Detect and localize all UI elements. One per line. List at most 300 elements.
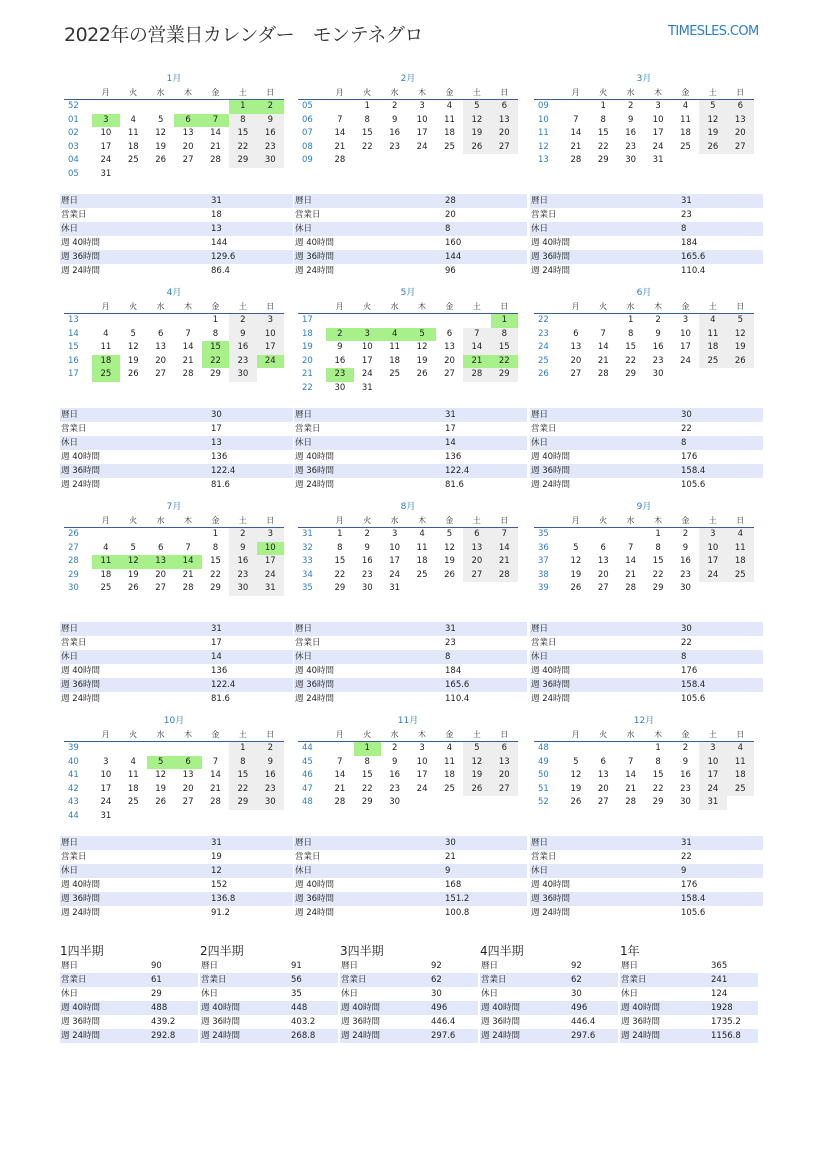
day-cell[interactable]: 8 [655, 542, 661, 553]
day-cell[interactable]: 28 [182, 583, 194, 593]
day-cell[interactable]: 10 [416, 114, 428, 125]
day-cell[interactable]: 16 [361, 556, 373, 566]
day-cell[interactable]: 31 [361, 382, 373, 393]
day-cell[interactable]: 8 [364, 756, 370, 767]
day-cell[interactable]: 4 [699, 314, 726, 328]
day-cell[interactable]: 26 [699, 141, 726, 155]
day-cell[interactable]: 7 [627, 756, 634, 767]
day-cell[interactable]: 13 [182, 128, 194, 138]
day-cell[interactable]: 27 [155, 583, 167, 593]
day-cell[interactable]: 27 [597, 797, 609, 807]
day-cell[interactable]: 28 [334, 797, 346, 807]
day-cell[interactable]: 1 [364, 101, 370, 111]
day-cell[interactable]: 20 [597, 783, 609, 794]
day-cell[interactable]: 1 [600, 101, 606, 111]
day-cell[interactable]: 29 [229, 796, 256, 810]
day-cell[interactable]: 3 [257, 314, 284, 328]
day-cell[interactable]: 26 [570, 583, 582, 593]
day-cell[interactable]: 24 [100, 797, 112, 807]
day-cell[interactable]: 15 [229, 769, 256, 783]
day-cell[interactable]: 3 [92, 114, 119, 128]
day-cell[interactable]: 29 [229, 154, 256, 168]
day-cell[interactable]: 12 [463, 114, 490, 128]
day-cell[interactable]: 28 [182, 369, 194, 379]
day-cell[interactable]: 30 [389, 797, 401, 807]
day-cell[interactable]: 5 [408, 328, 435, 342]
day-cell[interactable]: 13 [597, 556, 609, 566]
day-cell[interactable]: 8 [491, 328, 518, 342]
day-cell[interactable]: 14 [597, 342, 609, 352]
day-cell[interactable]: 8 [627, 328, 634, 339]
day-cell[interactable]: 31 [257, 582, 284, 596]
day-cell[interactable]: 15 [597, 128, 609, 138]
day-cell[interactable]: 21 [334, 141, 346, 152]
day-cell[interactable]: 9 [391, 114, 398, 125]
day-cell[interactable]: 23 [625, 141, 637, 152]
day-cell[interactable]: 5 [130, 542, 136, 553]
day-cell[interactable]: 13 [182, 770, 194, 780]
day-cell[interactable]: 25 [389, 369, 401, 379]
day-cell[interactable]: 11 [444, 756, 455, 767]
day-cell[interactable]: 26 [727, 355, 754, 369]
day-cell[interactable]: 22 [597, 141, 609, 152]
day-cell[interactable]: 16 [389, 128, 401, 138]
day-cell[interactable]: 18 [389, 355, 401, 366]
day-cell[interactable]: 1 [212, 315, 219, 325]
day-cell[interactable]: 1 [655, 743, 661, 753]
day-cell[interactable]: 24 [680, 355, 691, 366]
day-cell[interactable]: 27 [491, 141, 518, 155]
day-cell[interactable]: 19 [127, 569, 139, 580]
day-cell[interactable]: 10 [100, 128, 112, 138]
day-cell[interactable]: 1 [337, 529, 343, 539]
day-cell[interactable]: 19 [463, 127, 490, 141]
day-cell[interactable]: 26 [444, 569, 455, 580]
day-cell[interactable]: 22 [229, 783, 256, 797]
day-cell[interactable]: 28 [570, 155, 582, 165]
day-cell[interactable]: 6 [446, 328, 453, 339]
day-cell[interactable]: 3 [655, 101, 661, 111]
day-cell[interactable]: 27 [597, 583, 609, 593]
day-cell[interactable]: 21 [210, 783, 221, 794]
day-cell[interactable]: 23 [229, 355, 256, 369]
day-cell[interactable]: 25 [92, 368, 119, 382]
day-cell[interactable]: 8 [212, 328, 219, 339]
day-cell[interactable]: 12 [120, 555, 147, 569]
day-cell[interactable]: 3 [257, 528, 284, 542]
day-cell[interactable]: 20 [727, 127, 754, 141]
day-cell[interactable]: 21 [182, 569, 194, 580]
day-cell[interactable]: 26 [127, 369, 139, 379]
day-cell[interactable]: 1 [655, 529, 661, 539]
day-cell[interactable]: 12 [127, 342, 139, 352]
day-cell[interactable]: 4 [727, 742, 754, 756]
day-cell[interactable]: 19 [155, 783, 167, 794]
day-cell[interactable]: 9 [682, 756, 689, 767]
day-cell[interactable]: 15 [229, 127, 256, 141]
day-cell[interactable]: 31 [389, 583, 401, 593]
day-cell[interactable]: 22 [625, 355, 637, 366]
day-cell[interactable]: 11 [127, 128, 139, 138]
day-cell[interactable]: 4 [103, 328, 109, 339]
day-cell[interactable]: 31 [100, 168, 112, 179]
day-cell[interactable]: 26 [155, 797, 167, 807]
day-cell[interactable]: 4 [446, 743, 453, 753]
day-cell[interactable]: 4 [103, 542, 109, 553]
day-cell[interactable]: 14 [463, 341, 490, 355]
day-cell[interactable]: 10 [257, 328, 284, 342]
day-cell[interactable]: 20 [182, 141, 194, 152]
day-cell[interactable]: 29 [625, 369, 637, 379]
day-cell[interactable]: 16 [389, 770, 401, 780]
day-cell[interactable]: 25 [127, 155, 139, 165]
day-cell[interactable]: 6 [174, 756, 201, 770]
day-cell[interactable]: 3 [354, 328, 381, 342]
day-cell[interactable]: 23 [229, 569, 256, 583]
day-cell[interactable]: 14 [334, 128, 346, 138]
day-cell[interactable]: 18 [444, 128, 455, 138]
day-cell[interactable]: 16 [229, 555, 256, 569]
day-cell[interactable]: 13 [147, 555, 174, 569]
day-cell[interactable]: 26 [416, 369, 428, 379]
day-cell[interactable]: 27 [463, 569, 490, 583]
day-cell[interactable]: 19 [155, 141, 167, 152]
day-cell[interactable]: 11 [92, 555, 119, 569]
day-cell[interactable]: 25 [444, 783, 455, 794]
day-cell[interactable]: 14 [625, 770, 637, 780]
day-cell[interactable]: 21 [182, 355, 194, 366]
day-cell[interactable]: 15 [202, 341, 229, 355]
day-cell[interactable]: 3 [699, 742, 726, 756]
day-cell[interactable]: 13 [491, 114, 518, 128]
day-cell[interactable]: 1 [627, 315, 634, 325]
day-cell[interactable]: 19 [463, 769, 490, 783]
day-cell[interactable]: 28 [334, 155, 346, 165]
day-cell[interactable]: 5 [727, 314, 754, 328]
day-cell[interactable]: 6 [573, 328, 579, 339]
day-cell[interactable]: 13 [491, 756, 518, 770]
day-cell[interactable]: 7 [491, 528, 518, 542]
day-cell[interactable]: 22 [202, 355, 229, 369]
day-cell[interactable]: 21 [491, 555, 518, 569]
day-cell[interactable]: 25 [416, 569, 428, 580]
day-cell[interactable]: 4 [682, 101, 689, 111]
day-cell[interactable]: 9 [364, 542, 370, 553]
day-cell[interactable]: 21 [570, 141, 582, 152]
day-cell[interactable]: 5 [130, 328, 136, 339]
day-cell[interactable]: 29 [491, 368, 518, 382]
day-cell[interactable]: 20 [570, 355, 582, 366]
day-cell[interactable]: 11 [727, 542, 754, 556]
day-cell[interactable]: 9 [337, 342, 343, 352]
day-cell[interactable]: 22 [361, 783, 373, 794]
day-cell[interactable]: 4 [130, 114, 136, 125]
day-cell[interactable]: 28 [463, 368, 490, 382]
day-cell[interactable]: 10 [257, 542, 284, 556]
day-cell[interactable]: 1 [229, 742, 256, 756]
day-cell[interactable]: 22 [334, 569, 346, 580]
day-cell[interactable]: 7 [627, 542, 634, 553]
day-cell[interactable]: 20 [182, 783, 194, 794]
brand-logo[interactable]: TIMESLES.COM [668, 24, 759, 39]
day-cell[interactable]: 2 [391, 101, 398, 111]
day-cell[interactable]: 24 [100, 155, 112, 165]
day-cell[interactable]: 20 [491, 769, 518, 783]
day-cell[interactable]: 1 [212, 529, 219, 539]
day-cell[interactable]: 5 [573, 756, 579, 767]
day-cell[interactable]: 27 [155, 369, 167, 379]
day-cell[interactable]: 30 [334, 382, 346, 393]
day-cell[interactable]: 11 [416, 542, 428, 553]
day-cell[interactable]: 22 [210, 569, 221, 580]
day-cell[interactable]: 19 [570, 569, 582, 580]
day-cell[interactable]: 21 [463, 355, 490, 369]
day-cell[interactable]: 28 [625, 583, 637, 593]
day-cell[interactable]: 19 [127, 355, 139, 366]
day-cell[interactable]: 22 [229, 141, 256, 155]
day-cell[interactable]: 28 [210, 155, 221, 165]
day-cell[interactable]: 11 [727, 756, 754, 770]
day-cell[interactable]: 15 [210, 556, 221, 566]
day-cell[interactable]: 2 [257, 100, 284, 114]
day-cell[interactable]: 2 [364, 529, 370, 539]
day-cell[interactable]: 8 [229, 114, 256, 128]
day-cell[interactable]: 16 [680, 770, 691, 780]
day-cell[interactable]: 25 [100, 583, 112, 593]
day-cell[interactable]: 2 [229, 314, 256, 328]
day-cell[interactable]: 2 [627, 101, 634, 111]
day-cell[interactable]: 17 [257, 555, 284, 569]
day-cell[interactable]: 21 [210, 141, 221, 152]
day-cell[interactable]: 17 [416, 128, 428, 138]
day-cell[interactable]: 27 [491, 783, 518, 797]
day-cell[interactable]: 12 [570, 556, 582, 566]
day-cell[interactable]: 31 [652, 155, 664, 165]
day-cell[interactable]: 3 [419, 101, 425, 111]
day-cell[interactable]: 26 [570, 797, 582, 807]
day-cell[interactable]: 20 [463, 555, 490, 569]
day-cell[interactable]: 11 [680, 114, 691, 125]
day-cell[interactable]: 12 [699, 114, 726, 128]
day-cell[interactable]: 29 [652, 583, 664, 593]
day-cell[interactable]: 17 [361, 355, 373, 366]
day-cell[interactable]: 23 [389, 783, 401, 794]
day-cell[interactable]: 22 [361, 141, 373, 152]
day-cell[interactable]: 14 [210, 128, 221, 138]
day-cell[interactable]: 15 [625, 342, 637, 352]
day-cell[interactable]: 13 [155, 342, 167, 352]
day-cell[interactable]: 7 [185, 328, 191, 339]
day-cell[interactable]: 5 [463, 100, 490, 114]
day-cell[interactable]: 29 [652, 797, 664, 807]
day-cell[interactable]: 14 [491, 542, 518, 556]
day-cell[interactable]: 21 [334, 783, 346, 794]
day-cell[interactable]: 11 [127, 770, 139, 780]
day-cell[interactable]: 4 [446, 101, 453, 111]
day-cell[interactable]: 9 [257, 114, 284, 128]
day-cell[interactable]: 31 [699, 796, 726, 810]
day-cell[interactable]: 19 [727, 341, 754, 355]
day-cell[interactable]: 24 [699, 569, 726, 583]
day-cell[interactable]: 14 [174, 555, 201, 569]
day-cell[interactable]: 12 [570, 770, 582, 780]
day-cell[interactable]: 30 [257, 154, 284, 168]
day-cell[interactable]: 7 [185, 542, 191, 553]
day-cell[interactable]: 2 [682, 743, 689, 753]
day-cell[interactable]: 1 [354, 742, 381, 756]
day-cell[interactable]: 12 [463, 756, 490, 770]
day-cell[interactable]: 9 [257, 756, 284, 770]
day-cell[interactable]: 12 [727, 328, 754, 342]
day-cell[interactable]: 24 [416, 141, 428, 152]
day-cell[interactable]: 5 [147, 756, 174, 770]
day-cell[interactable]: 7 [337, 756, 343, 767]
day-cell[interactable]: 7 [337, 114, 343, 125]
day-cell[interactable]: 14 [625, 556, 637, 566]
day-cell[interactable]: 27 [444, 369, 455, 379]
day-cell[interactable]: 23 [257, 783, 284, 797]
day-cell[interactable]: 10 [652, 114, 664, 125]
day-cell[interactable]: 1 [491, 314, 518, 328]
day-cell[interactable]: 24 [652, 141, 664, 152]
day-cell[interactable]: 9 [655, 328, 661, 339]
day-cell[interactable]: 4 [130, 756, 136, 767]
day-cell[interactable]: 29 [334, 583, 346, 593]
day-cell[interactable]: 24 [257, 569, 284, 583]
day-cell[interactable]: 8 [364, 114, 370, 125]
day-cell[interactable]: 6 [157, 328, 164, 339]
day-cell[interactable]: 23 [326, 368, 353, 382]
day-cell[interactable]: 26 [463, 783, 490, 797]
day-cell[interactable]: 30 [229, 582, 256, 596]
day-cell[interactable]: 13 [570, 342, 582, 352]
day-cell[interactable]: 15 [361, 128, 373, 138]
day-cell[interactable]: 8 [600, 114, 606, 125]
day-cell[interactable]: 18 [727, 555, 754, 569]
day-cell[interactable]: 25 [680, 141, 691, 152]
day-cell[interactable]: 20 [155, 355, 167, 366]
day-cell[interactable]: 22 [652, 783, 664, 794]
day-cell[interactable]: 2 [326, 328, 353, 342]
day-cell[interactable]: 21 [625, 569, 637, 580]
day-cell[interactable]: 16 [229, 341, 256, 355]
day-cell[interactable]: 5 [157, 114, 164, 125]
day-cell[interactable]: 15 [652, 770, 664, 780]
day-cell[interactable]: 8 [655, 756, 661, 767]
day-cell[interactable]: 23 [389, 141, 401, 152]
day-cell[interactable]: 26 [127, 583, 139, 593]
day-cell[interactable]: 26 [463, 141, 490, 155]
day-cell[interactable]: 8 [337, 542, 343, 553]
day-cell[interactable]: 23 [680, 783, 691, 794]
day-cell[interactable]: 24 [389, 569, 401, 580]
day-cell[interactable]: 28 [597, 369, 609, 379]
day-cell[interactable]: 16 [334, 355, 346, 366]
day-cell[interactable]: 15 [361, 770, 373, 780]
day-cell[interactable]: 2 [682, 529, 689, 539]
day-cell[interactable]: 10 [389, 542, 401, 553]
day-cell[interactable]: 18 [127, 783, 139, 794]
day-cell[interactable]: 29 [210, 583, 221, 593]
day-cell[interactable]: 25 [727, 783, 754, 797]
day-cell[interactable]: 9 [229, 328, 256, 342]
day-cell[interactable]: 23 [652, 355, 664, 366]
day-cell[interactable]: 18 [100, 569, 112, 580]
day-cell[interactable]: 18 [127, 141, 139, 152]
day-cell[interactable]: 20 [155, 569, 167, 580]
day-cell[interactable]: 7 [573, 114, 579, 125]
day-cell[interactable]: 27 [570, 369, 582, 379]
day-cell[interactable]: 18 [444, 770, 455, 780]
day-cell[interactable]: 23 [361, 569, 373, 580]
day-cell[interactable]: 6 [491, 742, 518, 756]
day-cell[interactable]: 11 [389, 342, 401, 352]
day-cell[interactable]: 27 [182, 797, 194, 807]
day-cell[interactable]: 16 [680, 556, 691, 566]
day-cell[interactable]: 19 [416, 355, 428, 366]
day-cell[interactable]: 22 [491, 355, 518, 369]
day-cell[interactable]: 17 [257, 341, 284, 355]
day-cell[interactable]: 30 [625, 155, 637, 165]
day-cell[interactable]: 11 [100, 342, 112, 352]
day-cell[interactable]: 6 [491, 100, 518, 114]
day-cell[interactable]: 24 [416, 783, 428, 794]
day-cell[interactable]: 14 [334, 770, 346, 780]
day-cell[interactable]: 18 [416, 556, 428, 566]
day-cell[interactable]: 18 [727, 769, 754, 783]
day-cell[interactable]: 16 [257, 127, 284, 141]
day-cell[interactable]: 7 [463, 328, 490, 342]
day-cell[interactable]: 21 [597, 355, 609, 366]
day-cell[interactable]: 16 [652, 342, 664, 352]
day-cell[interactable]: 17 [652, 128, 664, 138]
day-cell[interactable]: 28 [210, 797, 221, 807]
day-cell[interactable]: 12 [155, 770, 167, 780]
day-cell[interactable]: 12 [416, 342, 428, 352]
day-cell[interactable]: 6 [174, 114, 201, 128]
day-cell[interactable]: 11 [444, 114, 455, 125]
day-cell[interactable]: 17 [389, 556, 401, 566]
day-cell[interactable]: 14 [570, 128, 582, 138]
day-cell[interactable]: 20 [444, 355, 455, 366]
day-cell[interactable]: 4 [419, 529, 425, 539]
day-cell[interactable]: 20 [597, 569, 609, 580]
day-cell[interactable]: 17 [699, 555, 726, 569]
day-cell[interactable]: 9 [391, 756, 398, 767]
day-cell[interactable]: 7 [600, 328, 606, 339]
day-cell[interactable]: 6 [600, 542, 606, 553]
day-cell[interactable]: 21 [625, 783, 637, 794]
day-cell[interactable]: 17 [416, 770, 428, 780]
day-cell[interactable]: 5 [446, 529, 453, 539]
day-cell[interactable]: 14 [210, 770, 221, 780]
day-cell[interactable]: 17 [699, 769, 726, 783]
day-cell[interactable]: 27 [182, 155, 194, 165]
day-cell[interactable]: 16 [625, 128, 637, 138]
day-cell[interactable]: 3 [682, 315, 689, 325]
day-cell[interactable]: 13 [597, 770, 609, 780]
day-cell[interactable]: 30 [680, 797, 691, 807]
day-cell[interactable]: 6 [600, 756, 606, 767]
day-cell[interactable]: 5 [463, 742, 490, 756]
day-cell[interactable]: 10 [361, 342, 373, 352]
day-cell[interactable]: 2 [655, 315, 661, 325]
day-cell[interactable]: 18 [92, 355, 119, 369]
day-cell[interactable]: 10 [699, 756, 726, 770]
day-cell[interactable]: 29 [361, 797, 373, 807]
day-cell[interactable]: 19 [570, 783, 582, 794]
day-cell[interactable]: 3 [103, 756, 109, 767]
